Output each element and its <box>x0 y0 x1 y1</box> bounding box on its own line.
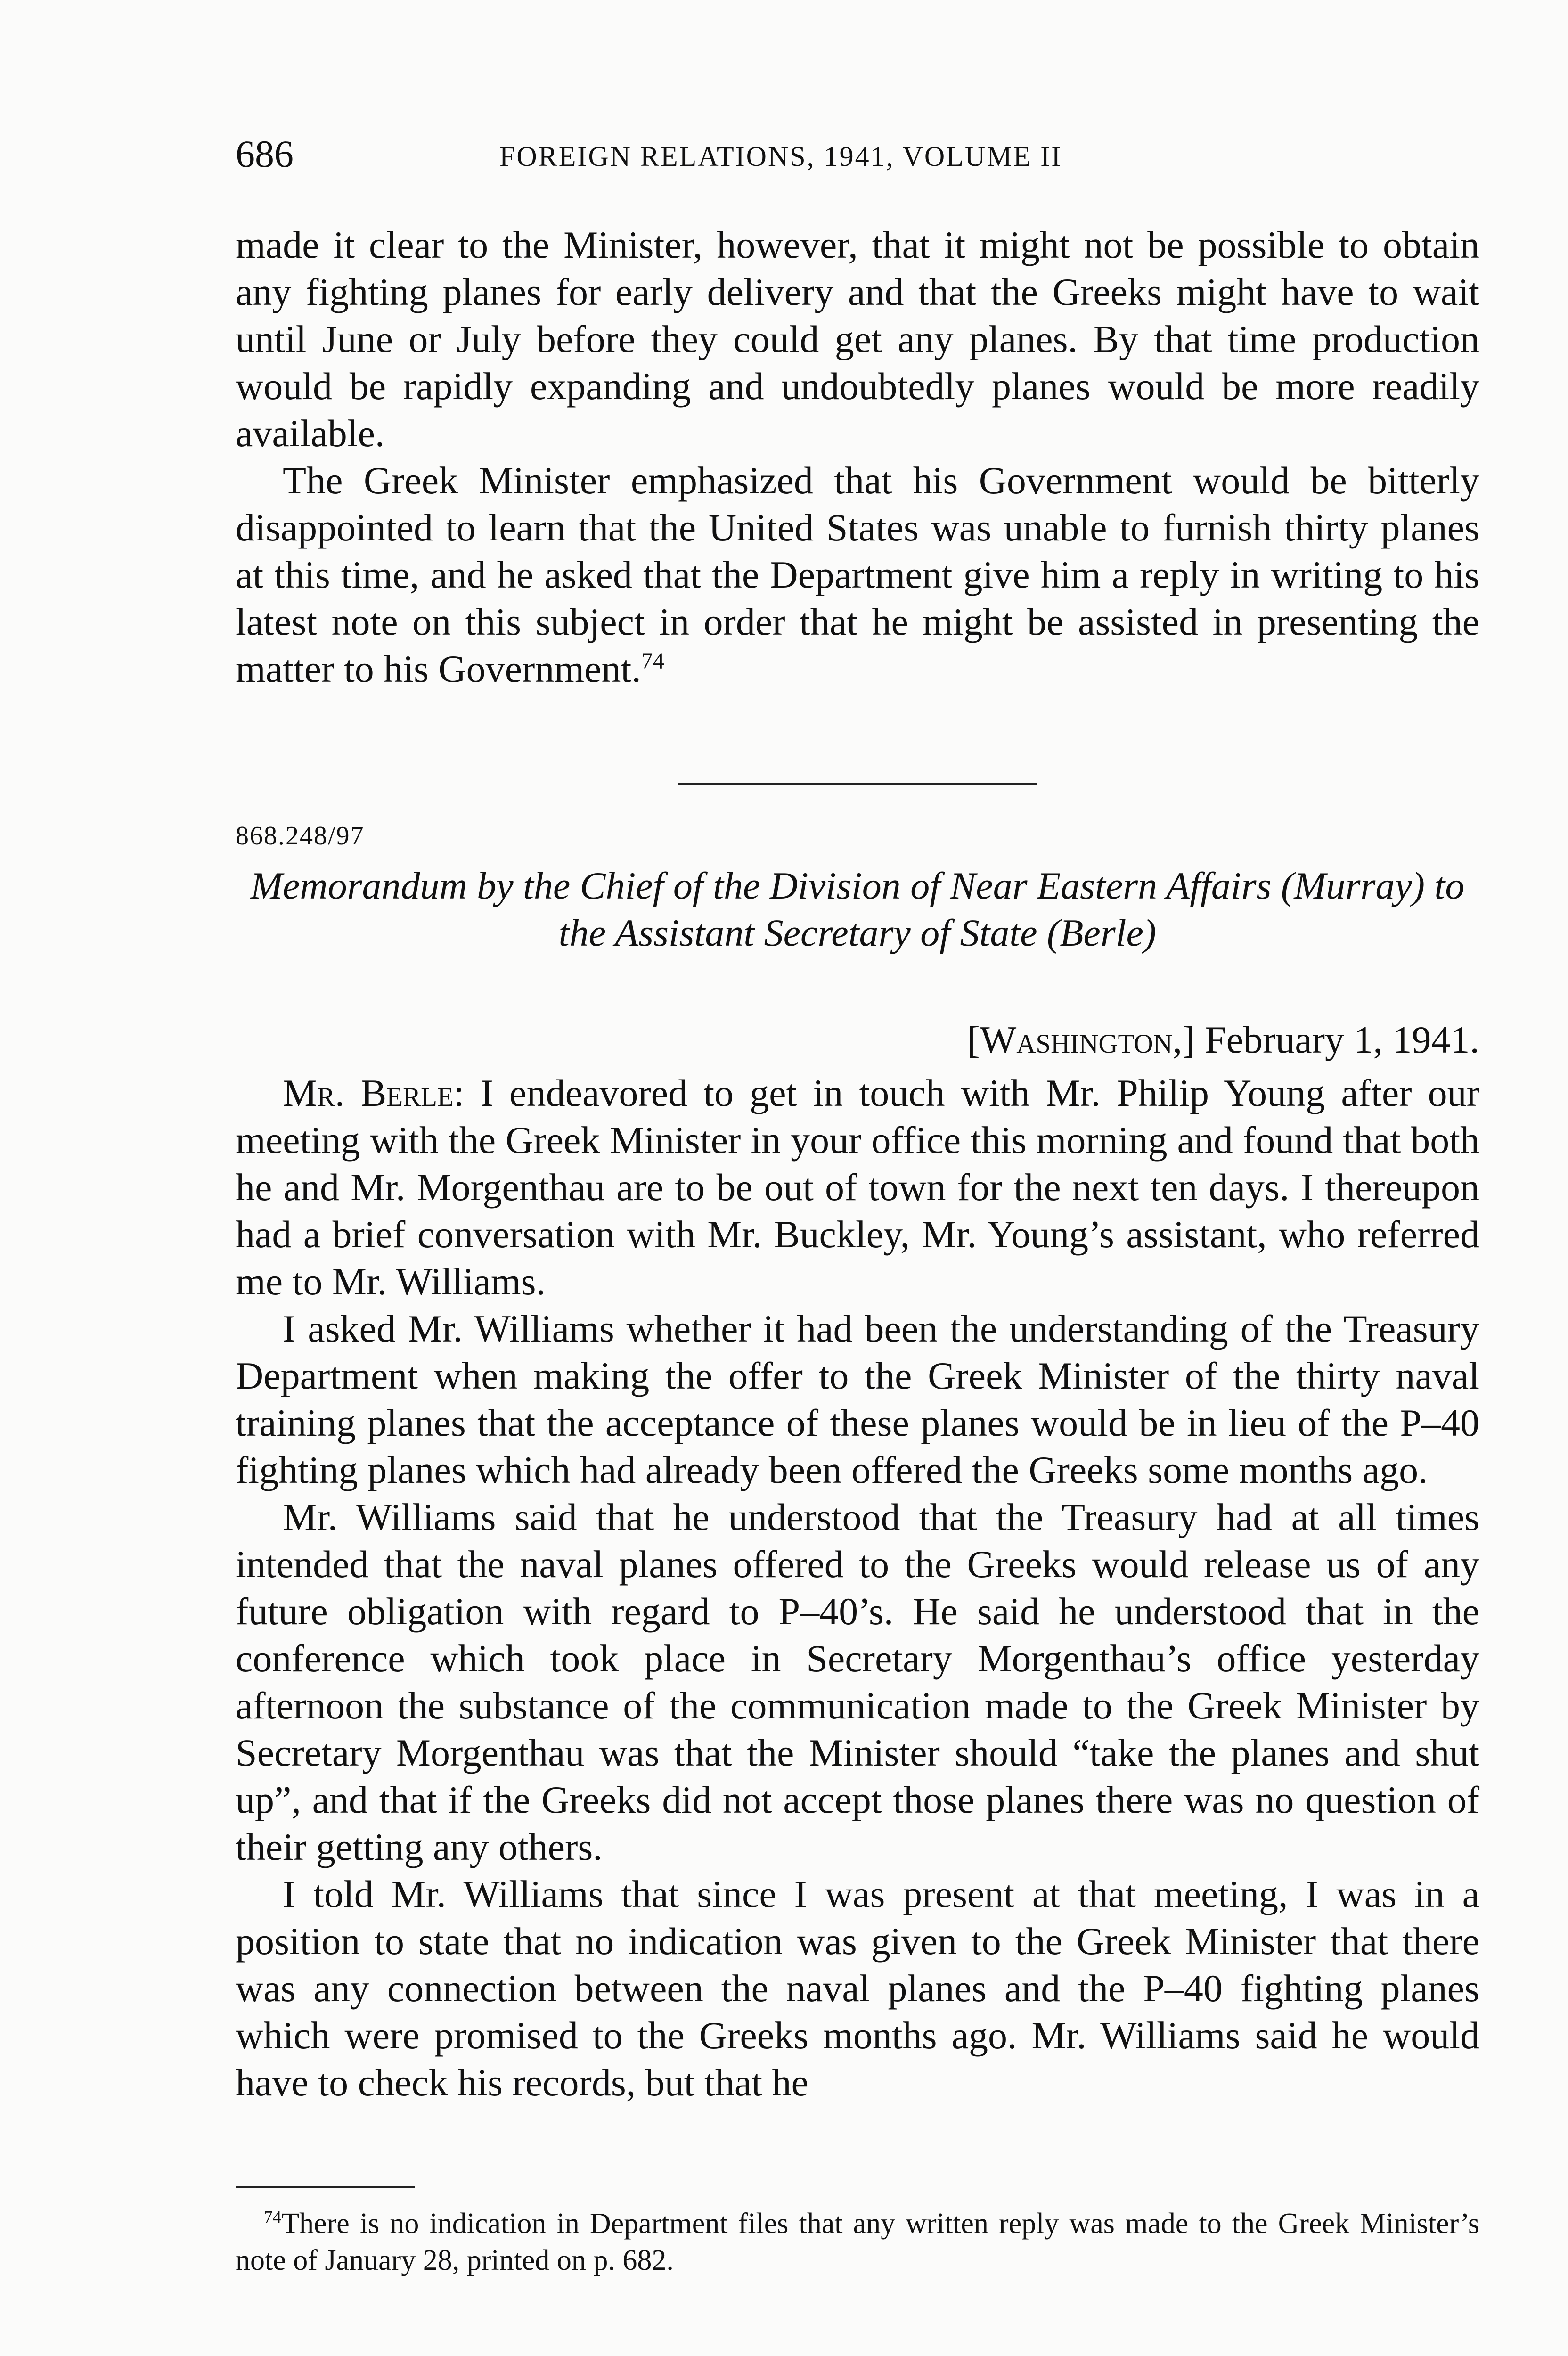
document-file-number: 868.248/97 <box>236 821 365 851</box>
footnote-divider <box>236 2186 415 2188</box>
memorandum-body <box>236 1070 1479 2106</box>
dateline-place: [Washington,] <box>967 1018 1195 1061</box>
continuation-text <box>236 221 1479 693</box>
salutation: Mr. Berle: <box>283 1072 465 1114</box>
paragraph: Mr. Berle: I endeavored to get in touch with Mr. Philip Young after our meeting with the Greek Minister in your office this morning and found that both he and Mr. Morgenthau are to be out of town for the next ten days. I thereupon had a brief conversation with Mr. Buckley, Mr. Young’s assistant, who referred me to Mr. Williams. <box>236 1072 1479 1303</box>
paragraph: The Greek Minister emphasized that his Government would be bitterly disappointed to learn that the United States was unable to furnish thirty planes at this time, and he asked that the Department give him a reply in writing to his latest note on this subject in order that he might be assisted in presenting the matter to his Government.$^{74}$ <box>236 459 1479 690</box>
dateline-date: February 1, 1941. <box>1204 1018 1479 1061</box>
section-divider <box>678 783 1037 785</box>
running-head: FOREIGN RELATIONS, 1941, VOLUME II <box>499 141 1062 172</box>
footnote: $^{74}$There is no indication in Department files that any written reply was made to the Greek Minister’s note of January 28, printed on p. 682. <box>236 2208 1479 2276</box>
footnote-marker: 74 <box>264 2208 282 2227</box>
dateline <box>236 1018 1479 1062</box>
paragraph: made it clear to the Minister, however, that it might not be possible to obtain any fighting planes for early delivery and that the Greeks might have to wait until June or July before they could get any planes. By that time production would be rapidly expanding and undoubtedly planes would be more readily available. <box>236 223 1479 455</box>
footnote-reference: 74 <box>641 647 664 674</box>
document-title: Memorandum by the Chief of the Division of Near Eastern Affairs (Murray) to the Assistant Secretary of State (Berle) <box>250 864 1465 954</box>
paragraph: I asked Mr. Williams whether it had been the understanding of the Treasury Department when making the offer to the Greek Minister of the thirty naval training planes that the acceptance of these planes would be in lieu of the P–40 fighting planes which had already been offered the Greeks some months ago. <box>236 1307 1479 1491</box>
paragraph: Mr. Williams said that he understood that the Treasury had at all times intended that the naval planes offered to the Greeks would release us of any future obligation with regard to P–40’s. He said he understood that in the conference which took place in Secretary Morgenthau’s office yesterday afternoon the substance of the communication made to the Greek Minister by Secretary Morgenthau was that the Minister should “take the planes and shut up”, and that if the Greeks did not accept those planes there was no question of their getting any others. <box>236 1496 1479 1868</box>
page-number: 686 <box>236 132 294 175</box>
page-header <box>236 132 1479 188</box>
paragraph: I told Mr. Williams that since I was present at that meeting, I was in a position to state that no indication was given to the Greek Minister that there was any connection between the naval planes and the P–40 fighting planes which were promised to the Greeks months ago. Mr. Williams said he would have to check his records, but that he <box>236 1873 1479 2104</box>
